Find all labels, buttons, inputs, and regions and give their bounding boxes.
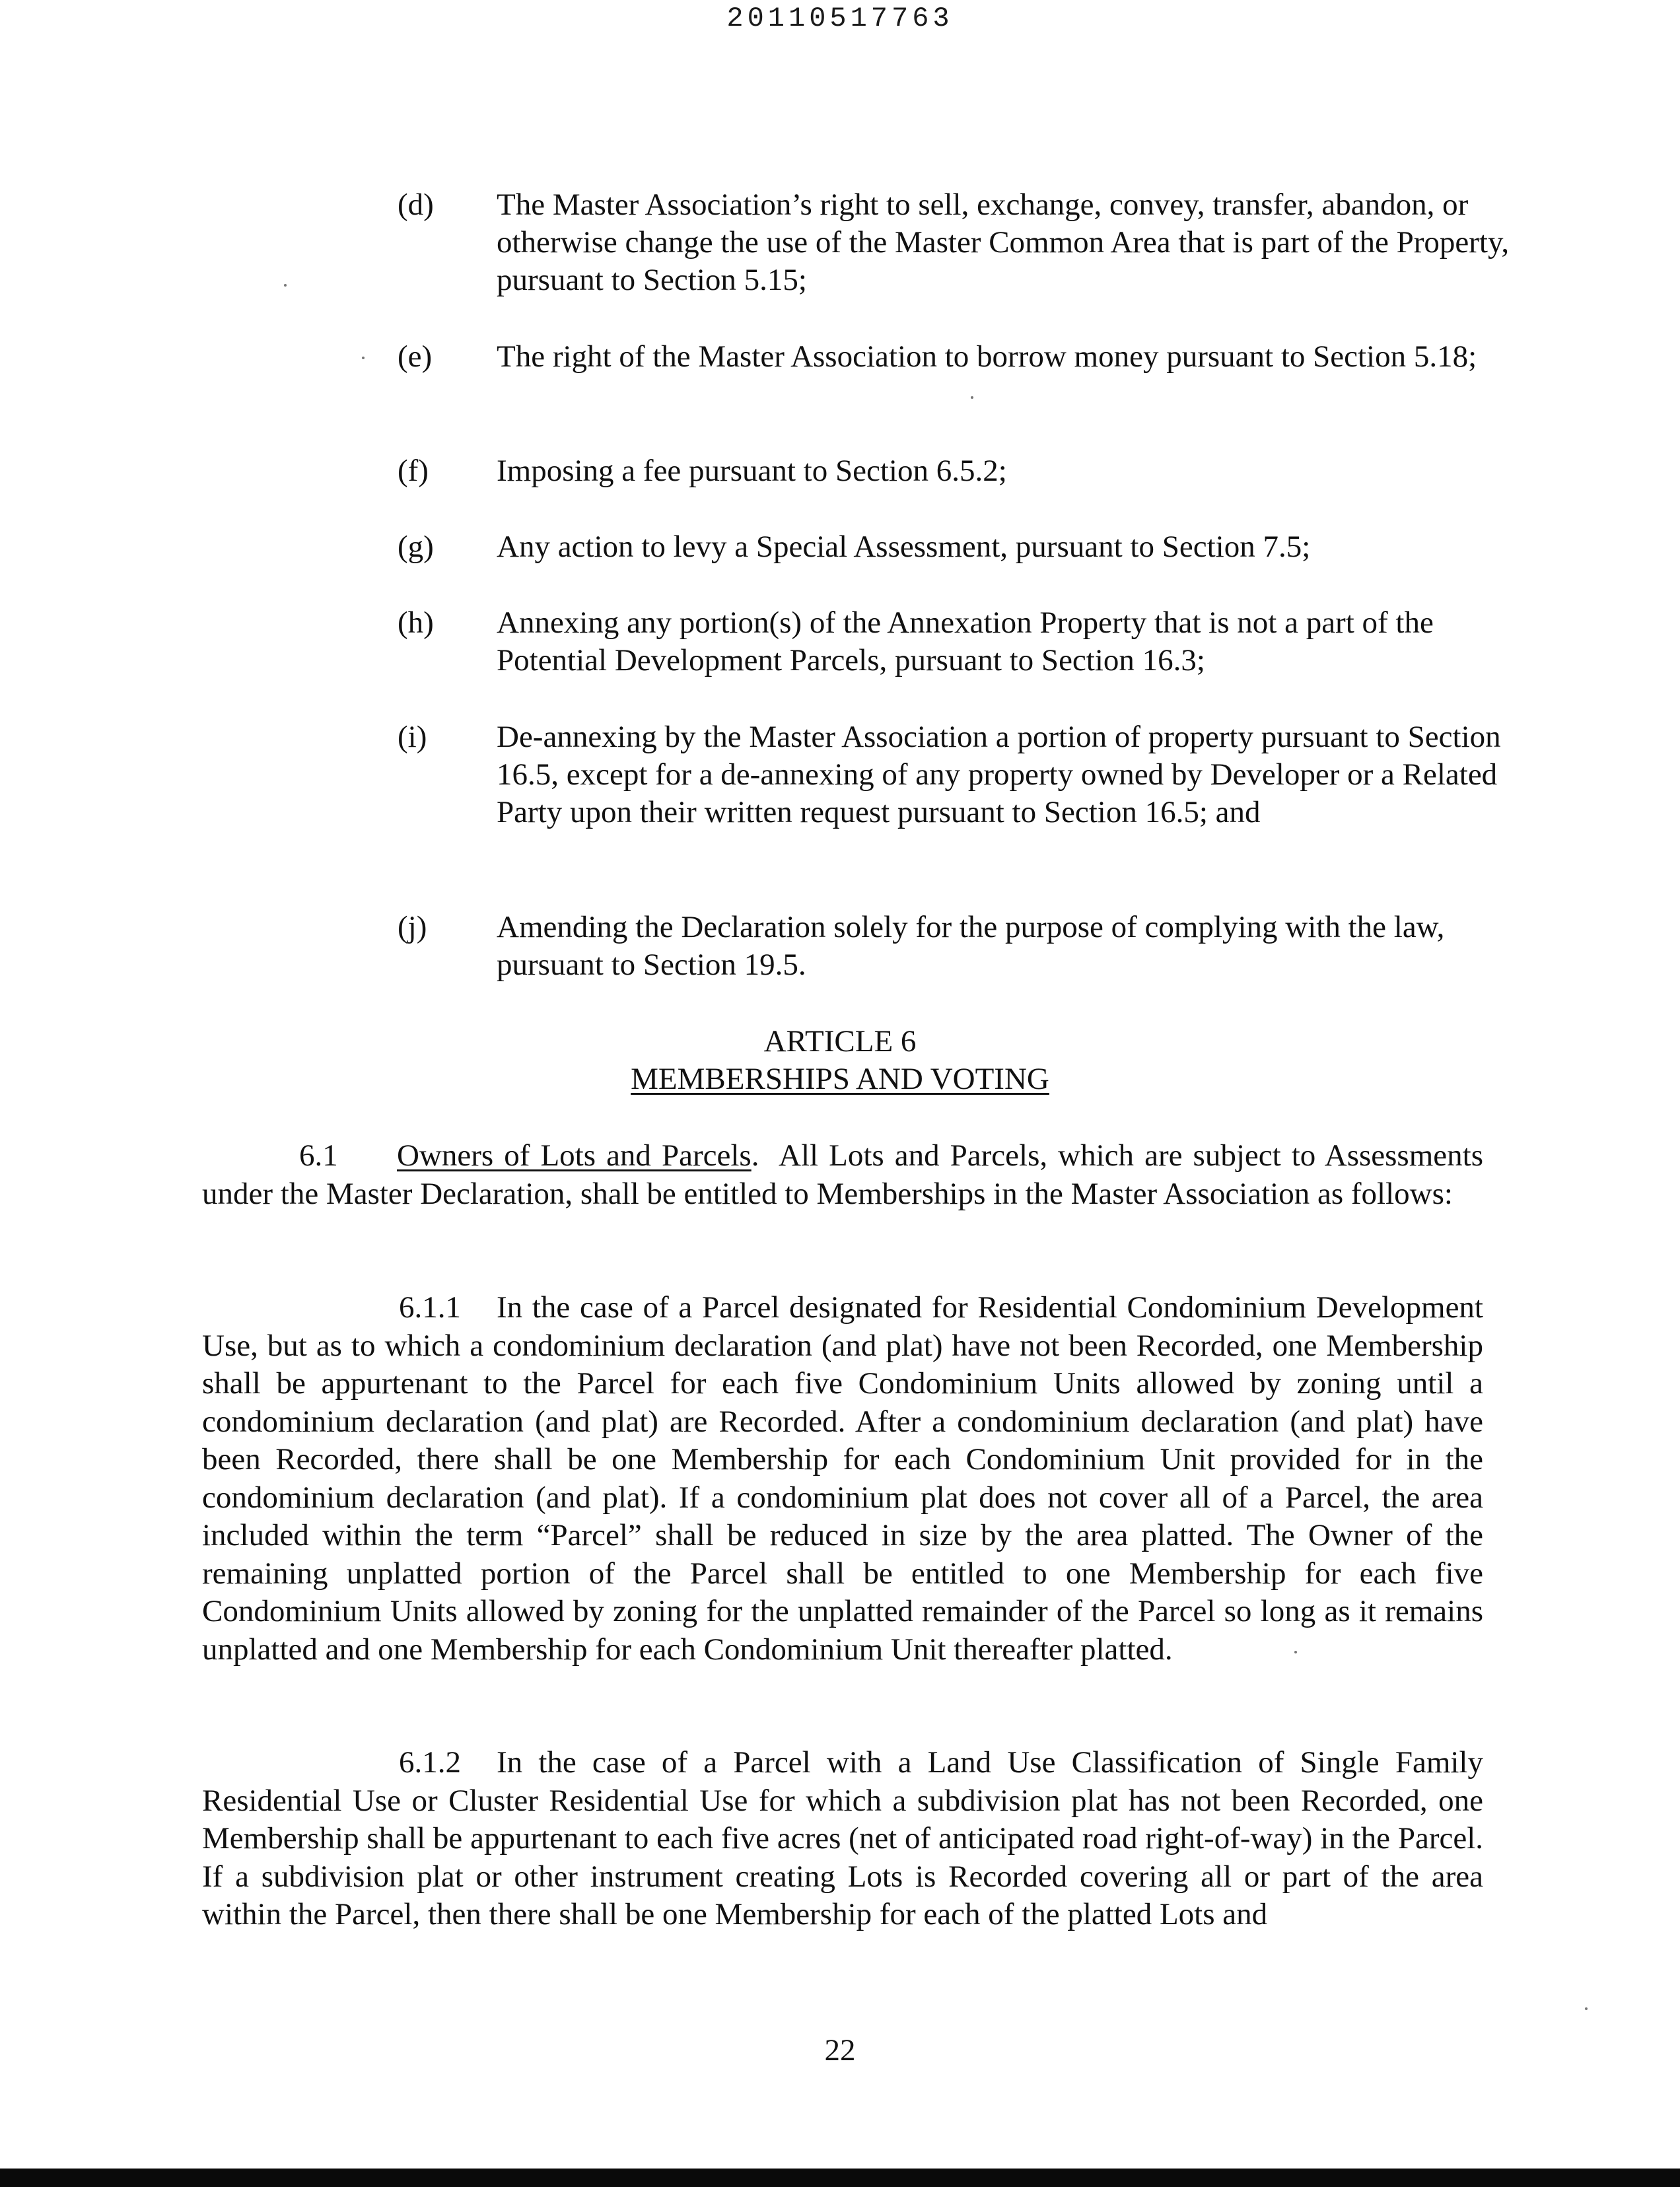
list-item-text: Annexing any portion(s) of the Annexation Property that is not a part of the Potential Development Parcels, pursuant to Section 16.3; bbox=[497, 606, 1434, 677]
article-title bbox=[0, 1060, 1680, 1098]
section-number: 6.1.2 bbox=[399, 1745, 461, 1780]
section-6-1-2 bbox=[202, 1744, 1483, 1934]
list-item-label: (i) bbox=[398, 720, 427, 754]
scan-speck bbox=[1294, 1651, 1297, 1653]
section-text: In the case of a Parcel designated for Residential Condominium Development Use, but as to which a condominium declaration (and plat) have not been Recorded, one Membership shall be appurtenant to the Parcel for each five Condominium Units allowed by zoning until a condominium declaration (and plat) are Recorded. After a condominium declaration (and plat) have been Recorded, there shall be one Membership for each Condominium Unit provided for in the condominium declaration (and plat). If a condominium plat does not cover all of a Parcel, the area included within the term “Parcel” shall be reduced in size by the area platted. The Owner of the remaining unplatted portion of the Parcel shall be entitled to one Membership for each five Condominium Units allowed by zoning for the unplatted remainder of the Parcel so long as it remains unplatted and one Membership for each Condominium Unit thereafter platted. bbox=[202, 1290, 1483, 1667]
scan-border bbox=[0, 2169, 1680, 2187]
list-item-label: (g) bbox=[398, 530, 434, 564]
list-item-label: (e) bbox=[398, 339, 433, 374]
scan-speck bbox=[362, 357, 365, 359]
list-item-text: Imposing a fee pursuant to Section 6.5.2; bbox=[497, 454, 1007, 488]
article-title-text: MEMBERSHIPS AND VOTING bbox=[631, 1062, 1049, 1096]
list-item-label: (j) bbox=[398, 910, 427, 944]
list-item-label: (f) bbox=[398, 454, 429, 488]
list-item-label: (h) bbox=[398, 606, 434, 640]
section-number: 6.1 bbox=[299, 1138, 338, 1173]
scan-speck bbox=[971, 396, 973, 399]
list-item-text: Any action to levy a Special Assessment, pursuant to Section 7.5; bbox=[497, 530, 1311, 564]
section-text: In the case of a Parcel with a Land Use Classification of Single Family Residential Use or Cluster Residential Use for which a subdivision plat has not been Recorded, one Membership shall be appurtenant to each five acres (net of anticipated road right-of-way) in the Parcel. If a subdivision plat or other instrument creating Lots is Recorded covering all or part of the area within the Parcel, then there shall be one Membership for each of the platted Lots and bbox=[202, 1745, 1483, 1931]
list-item-text: De-annexing by the Master Association a portion of property pursuant to Section 16.5, except for a de-annexing of any property owned by Developer or a Related Party upon their written request pursuant to Section 16.5; and bbox=[497, 720, 1501, 829]
article-number: ARTICLE 6 bbox=[763, 1024, 917, 1059]
list-item-label: (d) bbox=[398, 188, 434, 222]
document-number: 20110517763 bbox=[726, 3, 954, 34]
scan-speck bbox=[284, 284, 287, 287]
list-item-text: The right of the Master Association to borrow money pursuant to Section 5.18; bbox=[497, 339, 1477, 374]
section-text: All Lots and Parcels, which are subject to Assessments under the Master Declaration, shall be entitled to Memberships in the Master Association as follows: bbox=[202, 1138, 1483, 1211]
list-item-text: Amending the Declaration solely for the purpose of complying with the law, pursuant to Section 19.5. bbox=[497, 910, 1445, 982]
scan-speck bbox=[1585, 2007, 1588, 2010]
section-number: 6.1.1 bbox=[399, 1290, 461, 1325]
section-heading: Owners of Lots and Parcels bbox=[397, 1138, 752, 1173]
section-6-1: 6.1 Owners of Lots and Parcels. All Lots and Parcels, which are subject to Assessments under the Master Declaration, shall be entitled to Memberships in the Master Association as follows: bbox=[202, 1138, 1483, 1211]
section-6-1-1 bbox=[202, 1289, 1483, 1669]
list-item-text: The Master Association’s right to sell, exchange, convey, transfer, abandon, or otherwise change the use of the Master Common Area that is part of the Property, pursuant to Section 5.15; bbox=[497, 188, 1510, 297]
page-number: 22 bbox=[824, 2033, 856, 2067]
